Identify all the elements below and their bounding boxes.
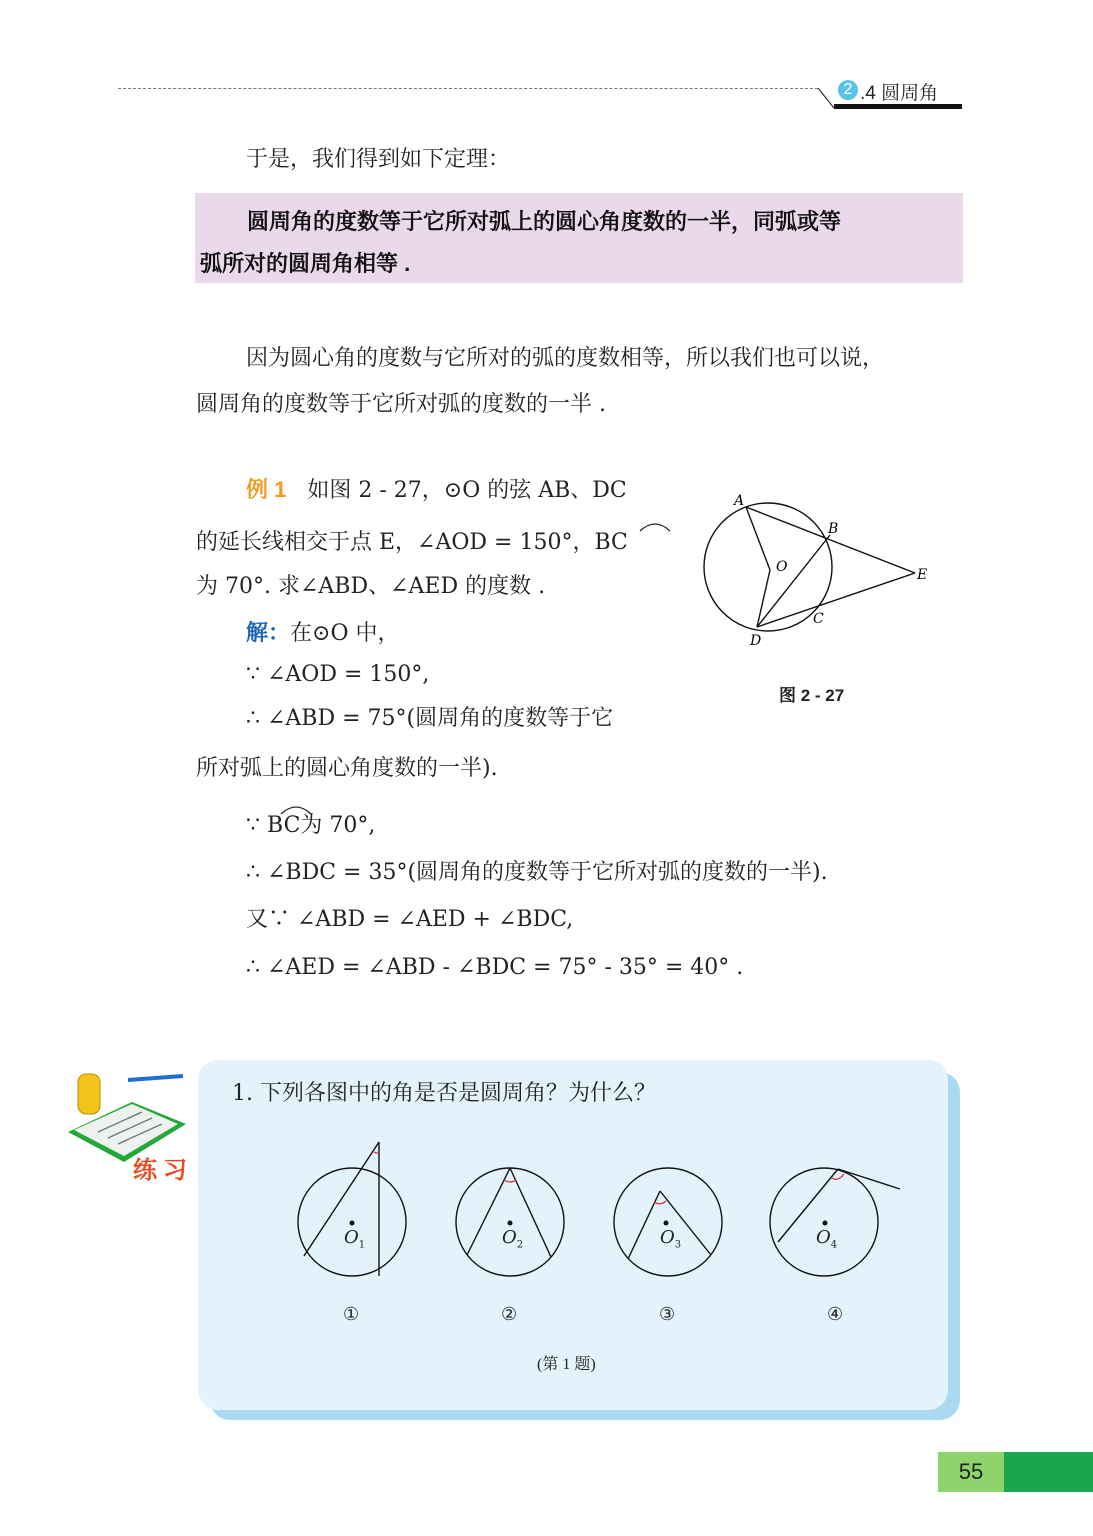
- header-dashed-rule: [118, 88, 818, 89]
- intro-text: 于是，我们得到如下定理：: [246, 147, 511, 172]
- example-line-3: 为 70°. 求∠ABD、∠AED 的度数 .: [196, 574, 546, 599]
- arc-bc-icon: [637, 520, 673, 532]
- solution-line-4: 所对弧上的圆心角度数的一半).: [196, 756, 498, 781]
- figure-2-27: [690, 485, 940, 655]
- exercise-figure-4: [766, 1132, 906, 1287]
- example-line-2: 的延长线相交于点 E，∠AOD = 150°，BC: [196, 530, 628, 555]
- section-number-badge: 2: [838, 80, 858, 100]
- theorem-line-1: 圆周角的度数等于它所对弧上的圆心角度数的一半，同弧或等: [247, 209, 842, 234]
- circle-2-center: O: [502, 1227, 517, 1248]
- solution-line-2: ∵ ∠AOD = 150°,: [246, 662, 430, 687]
- exercise-caption: (第 1 题): [537, 1356, 596, 1373]
- label-a: A: [734, 493, 745, 509]
- practice-label: 练习: [133, 1157, 193, 1184]
- solution-line-8: ∴ ∠AED = ∠ABD - ∠BDC = 75° - 35° = 40° .: [246, 955, 744, 980]
- exercise-figure-3: [610, 1132, 730, 1287]
- solution-label: 解：: [246, 620, 291, 645]
- corollary-line-1: 因为圆心角的度数与它所对的弧的度数相等，所以我们也可以说，: [246, 346, 885, 371]
- line-ae: [746, 507, 915, 573]
- figure-caption: 图 2 - 27: [779, 686, 845, 705]
- page-number-bar: [1004, 1452, 1093, 1492]
- theorem-line-2: 弧所对的圆周角相等 .: [200, 251, 411, 276]
- solution-line-3: ∴ ∠ABD = 75°(圆周角的度数等于它: [246, 706, 614, 731]
- example-line-1: 如图 2 - 27，⊙O 的弦 AB、DC: [307, 478, 627, 503]
- section-title: .4 圆周角: [860, 83, 939, 104]
- circle-1-number: ①: [343, 1304, 360, 1325]
- label-b: B: [828, 521, 839, 537]
- theorem-box: [195, 193, 963, 283]
- circle-1-center: O: [344, 1227, 359, 1248]
- example-label: 例 1: [246, 477, 287, 502]
- corollary-line-2: 圆周角的度数等于它所对弧的度数的一半 .: [196, 392, 606, 417]
- section-header: [818, 72, 968, 112]
- exercise-figure-2: [452, 1132, 572, 1287]
- solution-line-7: 又∵ ∠ABD = ∠AED + ∠BDC,: [246, 907, 574, 932]
- label-e: E: [917, 567, 928, 583]
- circle-1-sub: 1: [358, 1239, 366, 1251]
- header-underline: [834, 104, 962, 109]
- line-ao: [746, 507, 770, 570]
- page-number: 55: [938, 1452, 1004, 1492]
- solution-line-6: ∴ ∠BDC = 35°(圆周角的度数等于它所对弧的度数的一半).: [246, 860, 828, 885]
- solution-line-1: 在⊙O 中，: [290, 621, 400, 646]
- circle-4-number: ④: [827, 1304, 844, 1325]
- label-o: O: [776, 559, 788, 575]
- circle-3-center: O: [660, 1227, 675, 1248]
- label-d: D: [750, 633, 762, 649]
- circle-2-number: ②: [501, 1304, 518, 1325]
- label-c: C: [813, 611, 824, 627]
- exercise-figure-1: [290, 1132, 420, 1287]
- circle-3-sub: 3: [674, 1239, 682, 1251]
- circle-4-center: O: [816, 1227, 831, 1248]
- circle-3-number: ③: [659, 1304, 676, 1325]
- solution-line-5: ∵ BC为 70°,: [246, 813, 376, 838]
- circle-4-sub: 4: [830, 1239, 838, 1251]
- exercise-question: 1. 下列各图中的角是否是圆周角？为什么？: [232, 1081, 656, 1106]
- circle-2-sub: 2: [516, 1239, 524, 1251]
- line-de: [757, 573, 915, 627]
